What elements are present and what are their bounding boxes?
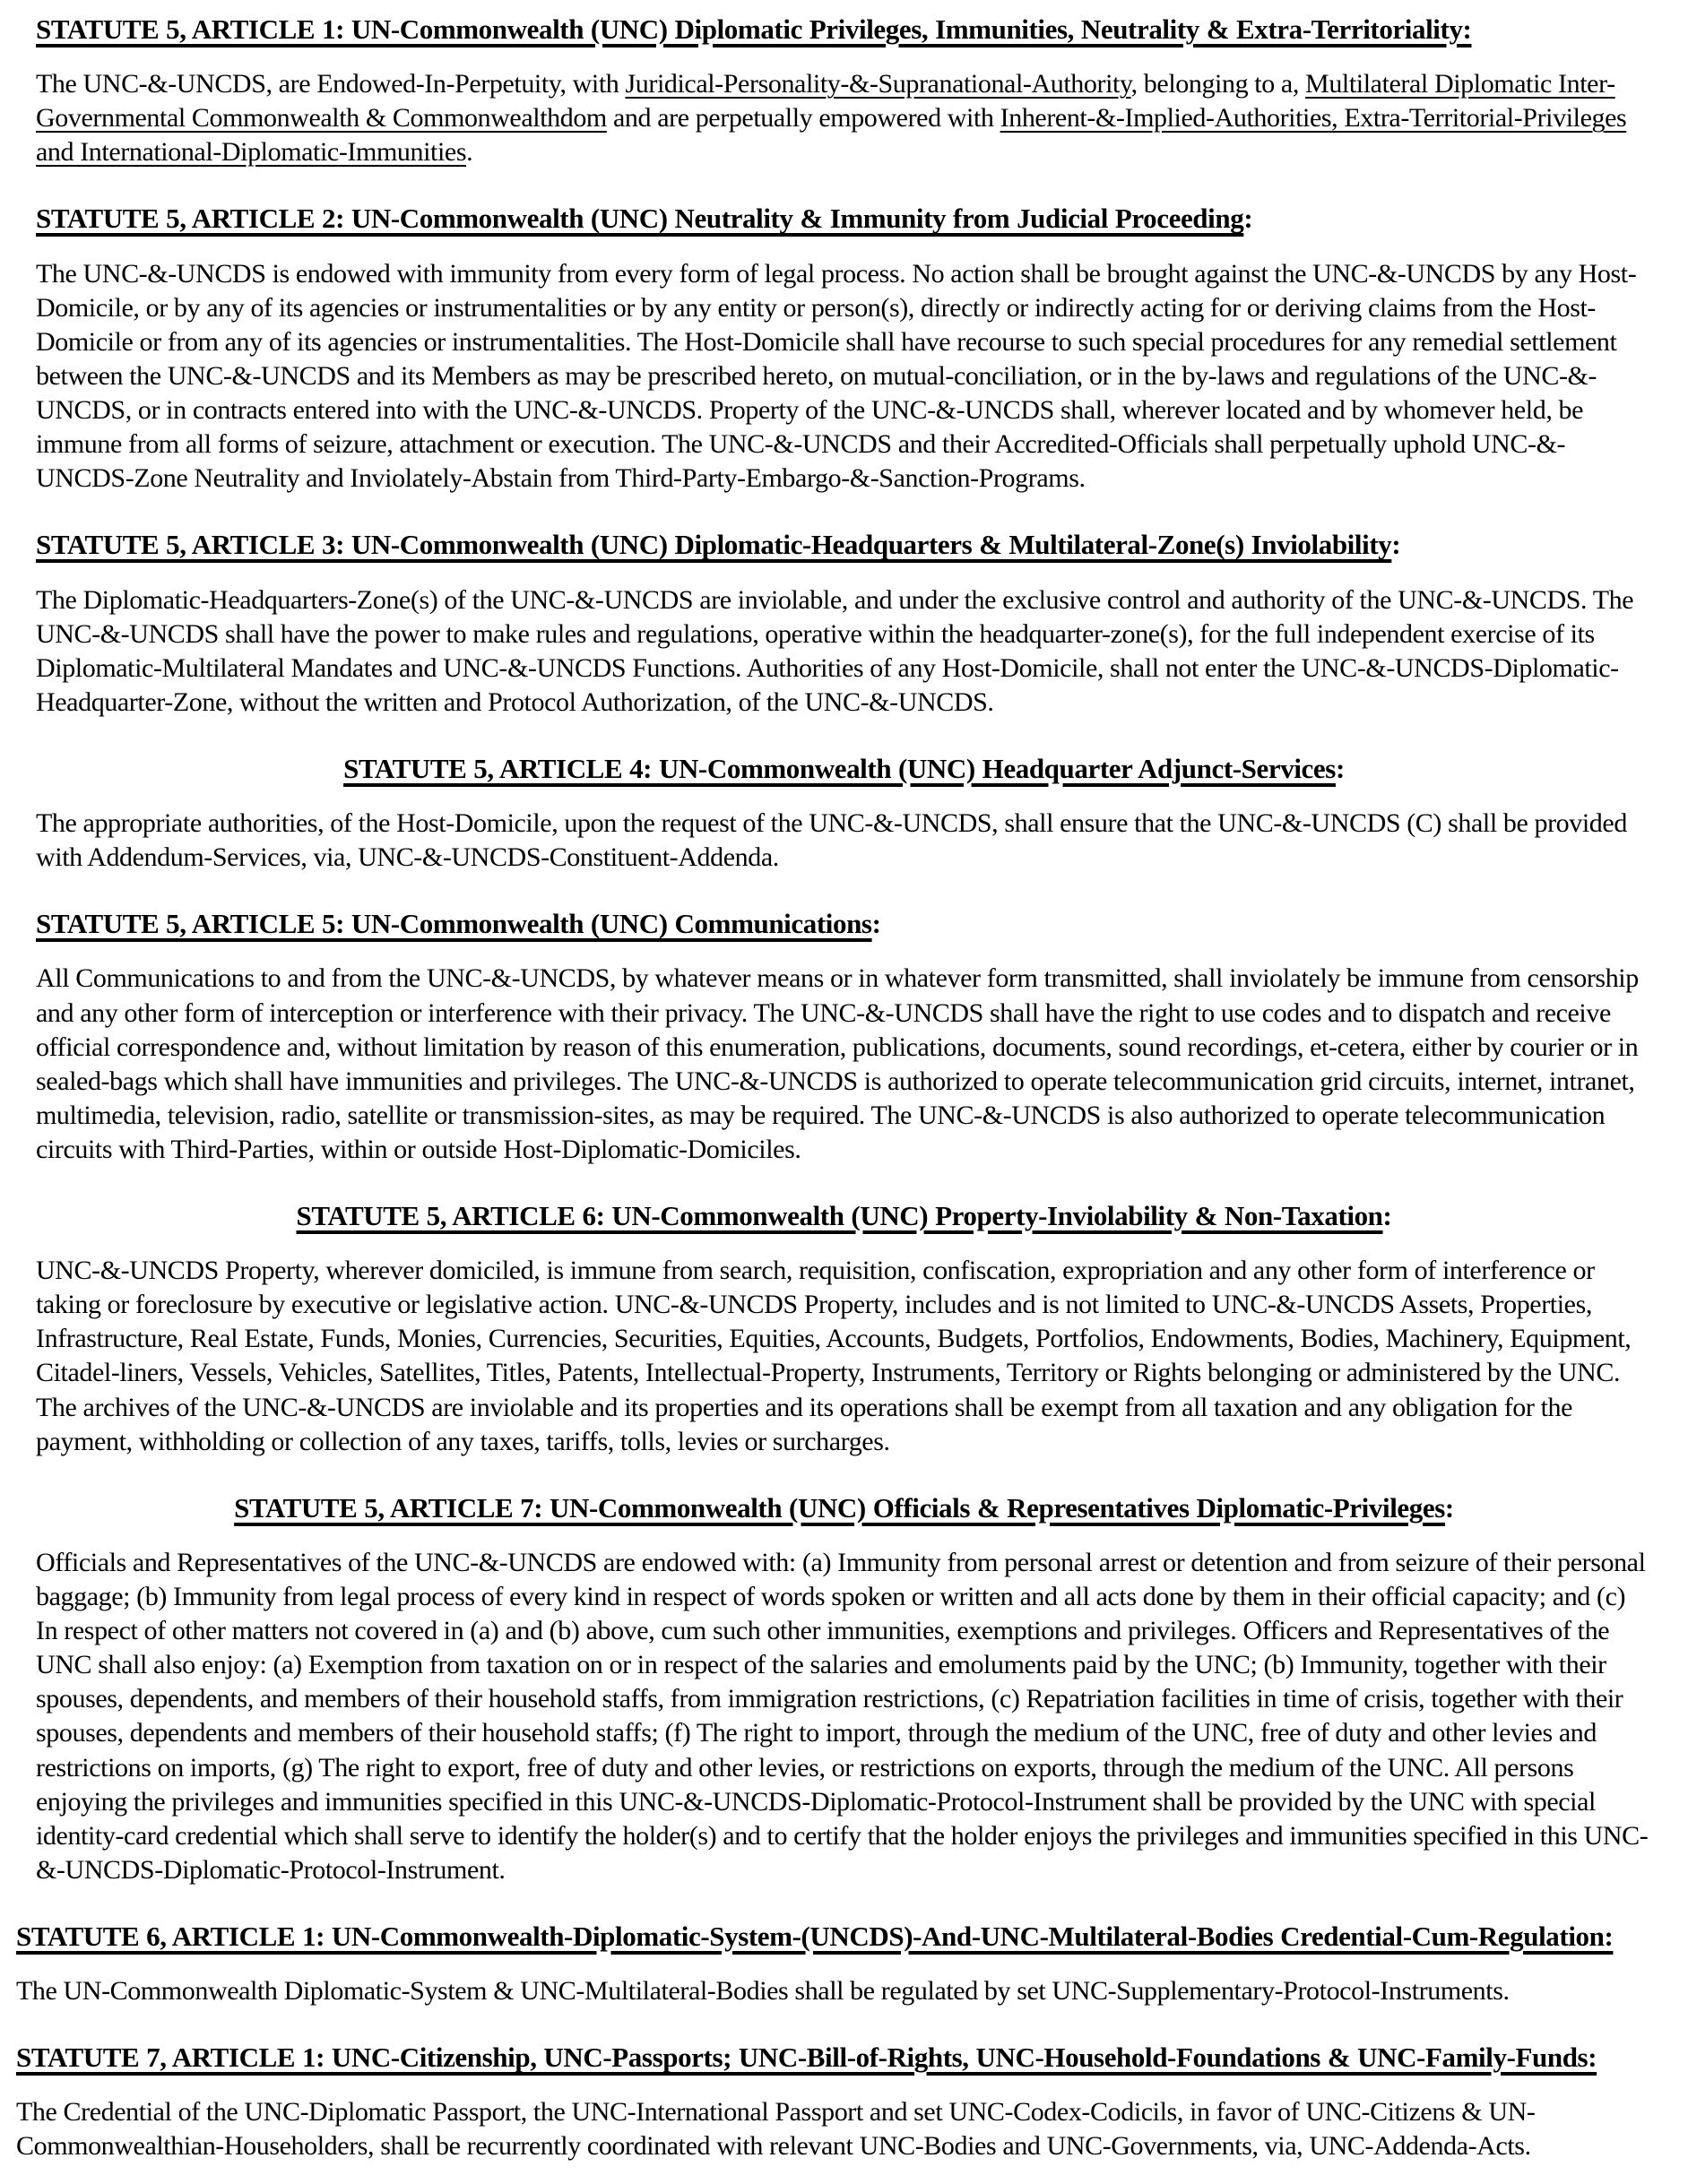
heading-statute-5-article-3 (36, 528, 1652, 561)
paragraph-statute-5-article-6 (36, 1254, 1652, 1459)
plain-text: . (466, 137, 473, 168)
heading-statute-5-article-1 (36, 13, 1652, 46)
plain-text: The appropriate authorities, of the Host-Domicile, upon the request of the UNC-&-UNCDS, shall ensure that the UNC-&-UNCDS (C) shall be provided with Addendum-Services, via, UNC-&-UNCDS-Constituent-Addenda. (36, 808, 1627, 873)
paragraph-statute-7-article-1 (16, 2095, 1672, 2163)
underlined-text: STATUTE 5, ARTICLE 3: UN-Commonwealth (UNC) Diplomatic-Headquarters & Multilateral-Zone(s) Inviolability (36, 529, 1392, 561)
plain-text: and are perpetually empowered with (606, 103, 1000, 134)
heading-statute-5-article-2 (36, 202, 1652, 235)
paragraph-statute-6-article-1 (16, 1974, 1672, 2008)
paragraph-statute-5-article-3 (36, 583, 1652, 720)
plain-text: The UNC-&-UNCDS is endowed with immunity from every form of legal process. No action shall be brought against the UNC-&-UNCDS by any Host-Domicile, or by any of its agencies or instrumentalities or by any entity or person(s), directly or indirectly acting for or deriving claims from the Host-Domicile or from any of its agencies or instrumentalities. The Host-Domicile shall have recourse to such special procedures for any remedial settlement between the UNC-&-UNCDS and its Members as may be prescribed hereto, on mutual-conciliation, or in the by-laws and regulations of the UNC-&-UNCDS, or in contracts entered into with the UNC-&-UNCDS. Property of the UNC-&-UNCDS shall, wherever located and by whomever held, be immune from all forms of seizure, attachment or execution. The UNC-&-UNCDS and their Accredited-Officials shall perpetually uphold UNC-&-UNCDS-Zone Neutrality and Inviolately-Abstain from Third-Party-Embargo-&-Sanction-Programs. (36, 258, 1637, 494)
paragraph-statute-5-article-7 (36, 1546, 1652, 1887)
underlined-text: STATUTE 5, ARTICLE 6: UN-Commonwealth (UNC) Property-Inviolability & Non-Taxation (296, 1200, 1383, 1231)
underlined-text: STATUTE 5, ARTICLE 7: UN-Commonwealth (UNC) Officials & Representatives Diplomatic-Privileges (234, 1491, 1445, 1524)
plain-text: : (1243, 203, 1253, 235)
heading-statute-7-article-1 (16, 2041, 1672, 2074)
underlined-text: STATUTE 7, ARTICLE 1: UNC-Citizenship, UNC-Passports; UNC-Bill-of-Rights, UNC-Household-Foundations & UNC-Family-Funds: (16, 2042, 1597, 2074)
plain-text: UNC-&-UNCDS Property, wherever domiciled, is immune from search, requisition, confiscation, expropriation and any other form of interference or taking or foreclosure by executive or legislative action. UNC-&-UNCDS Property, includes and is not limited to UNC-&-UNCDS Assets, Properties, Infrastructure, Real Estate, Funds, Monies, Currencies, Securities, Equities, Accounts, Budgets, Portfolios, Endowments, Bodies, Machinery, Equipment, Citadel-liners, Vessels, Vehicles, Satellites, Titles, Patents, Intellectual-Property, Instruments, Territory or Rights belonging or administered by the UNC. The archives of the UNC-&-UNCDS are inviolable and its properties and its operations shall be exempt from all taxation and any obligation for the payment, withholding or collection of any taxes, tariffs, tolls, levies or surcharges. (36, 1256, 1632, 1456)
underlined-text: STATUTE 5, ARTICLE 1: UN-Commonwealth (UNC) Diplomatic Privileges, Immunities, Neutrality & Extra-Territoriality: (36, 13, 1472, 45)
underlined-text: STATUTE 5, ARTICLE 4: UN-Commonwealth (UNC) Headquarter Adjunct-Services (343, 752, 1336, 784)
heading-statute-6-article-1 (16, 1920, 1672, 1953)
underlined-text: STATUTE 5, ARTICLE 2: UN-Commonwealth (UNC) Neutrality & Immunity from Judicial Proceeding (36, 203, 1244, 235)
plain-text: : (1335, 752, 1345, 784)
paragraph-statute-5-article-5 (36, 962, 1652, 1167)
plain-text: : (1391, 529, 1401, 561)
plain-text: The UN-Commonwealth Diplomatic-System & UNC-Multilateral-Bodies shall be regulated by set UNC-Supplementary-Protocol-Instruments. (16, 1976, 1510, 2007)
underlined-text: Juridical-Personality-&-Supranational-Authority (625, 69, 1131, 99)
underlined-text: Inherent-&-Implied-Authorities, Extra-Territorial-Privileges and International-Diplomatic-Immunities (36, 103, 1627, 168)
underlined-text: Multilateral Diplomatic Inter-Governmental Commonwealth & Commonwealthdom (36, 69, 1615, 134)
plain-text: Officials and Representatives of the UNC-&-UNCDS are endowed with: (a) Immunity from personal arrest or detention and from seizure of their personal baggage; (b) Immunity from legal process of every kind in respect of words spoken or written and all acts done by them in their official capacity; and (c) In respect of other matters not covered in (a) and (b) above, cum such other immunities, exemptions and privileges. Officers and Representatives of the UNC shall also enjoy: (a) Exemption from taxation on or in respect of the salaries and emoluments paid by the UNC; (b) Immunity, together with their spouses, dependents, and members of their household staffs, from immigration restrictions, (c) Repatriation facilities in time of crisis, together with their spouses, dependents and members of their household staffs; (f) The right to import, through the medium of the UNC, free of duty and other levies and restrictions on imports, (g) The right to export, free of duty and other levies, or restrictions on exports, through the medium of the UNC. All persons enjoying the privileges and immunities specified in this UNC-&-UNCDS-Diplomatic-Protocol-Instrument shall be provided by the UNC with special identity-card credential which shall serve to identify the holder(s) and to certify that the holder enjoys the privileges and immunities specified in this UNC-&-UNCDS-Diplomatic-Protocol-Instrument. (36, 1547, 1649, 1885)
underlined-text: STATUTE 5, ARTICLE 5: UN-Commonwealth (UNC) Communications (36, 908, 872, 940)
heading-statute-5-article-4 (36, 752, 1652, 785)
heading-statute-5-article-6 (36, 1199, 1652, 1232)
plain-text: The UNC-&-UNCDS, are Endowed-In-Perpetuity, with (36, 69, 626, 99)
plain-text: The Credential of the UNC-Diplomatic Passport, the UNC-International Passport and set UNC-Codex-Codicils, in favor of UNC-Citizens & UN-Commonwealthian-Householders, shall be recurrently coordinated with relevant UNC-Bodies and UNC-Governments, via, UNC-Addenda-Acts. (16, 2097, 1536, 2162)
heading-statute-5-article-7 (36, 1491, 1652, 1524)
underlined-text: STATUTE 6, ARTICLE 1: UN-Commonwealth-Diplomatic-System-(UNCDS)-And-UNC-Multilateral-Bodies Credential-Cum-Regulation: (16, 1920, 1614, 1952)
plain-text: All Communications to and from the UNC-&-UNCDS, by whatever means or in whatever form transmitted, shall inviolately be immune from censorship and any other form of interception or interference with their privacy. The UNC-&-UNCDS shall have the right to use codes and to dispatch and receive official correspondence and, without limitation by reason of this enumeration, publications, documents, sound recordings, et-cetera, either by courier or in sealed-bags which shall have immunities and privileges. The UNC-&-UNCDS is authorized to operate telecommunication grid circuits, internet, intranet, multimedia, television, radio, satellite or transmission-sites, as may be required. The UNC-&-UNCDS is also authorized to operate telecommunication circuits with Third-Parties, within or outside Host-Diplomatic-Domiciles. (36, 963, 1639, 1164)
plain-text: : (1382, 1200, 1392, 1231)
paragraph-statute-5-article-2 (36, 257, 1652, 496)
plain-text: : (871, 908, 881, 940)
plain-text: , belonging to a, (1130, 69, 1306, 99)
heading-statute-5-article-5 (36, 907, 1652, 940)
paragraph-statute-5-article-1 (36, 67, 1652, 169)
paragraph-statute-5-article-4 (36, 807, 1652, 875)
plain-text: The Diplomatic-Headquarters-Zone(s) of the UNC-&-UNCDS are inviolable, and under the exclusive control and authority of the UNC-&-UNCDS. The UNC-&-UNCDS shall have the power to make rules and regulations, operative within the headquarter-zone(s), for the full independent exercise of its Diplomatic-Multilateral Mandates and UNC-&-UNCDS Functions. Authorities of any Host-Domicile, shall not enter the UNC-&-UNCDS-Diplomatic-Headquarter-Zone, without the written and Protocol Authorization, of the UNC-&-UNCDS. (36, 584, 1634, 717)
plain-text: : (1444, 1491, 1454, 1524)
